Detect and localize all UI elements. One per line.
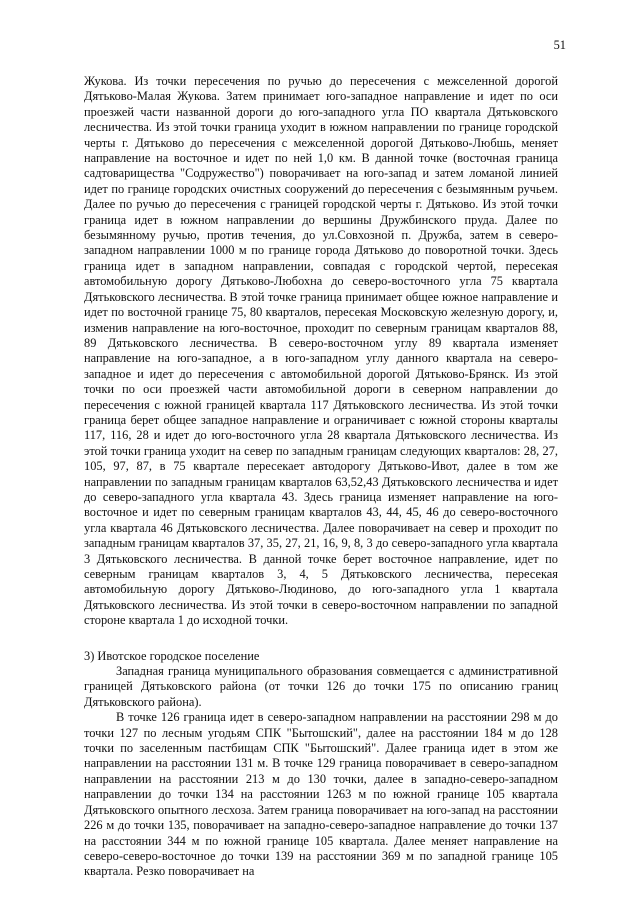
- page-number: 51: [553, 38, 566, 52]
- section-paragraph: Западная граница муниципального образования совмещается с административной границей Дятьковского района (от точки 126 до точки 175 по описанию границ Дятьковского района).: [84, 664, 558, 709]
- section-heading: 3) Ивотское городское поселение: [84, 648, 260, 663]
- body-paragraph: Жукова. Из точки пересечения по ручью до пересечения с межселенной дорогой Дятьково-Малая Жукова. Затем принимает юго-западное направление и идет по оси проезжей части названной дороги до юго-западного угла ПО квартала Дятьковского лесничества. Из этой точки граница уходит в южном направлении по границе городской черты г. Дятьково до пересечения с межселенной дорогой Дятьково-Любшь, меняет направление на восточное и идет по ней 1,0 км. В данной точке (восточная граница садтоварищества "Содружество") поворачивает на юго-запад и затем ломаной линией идет по границе городских очистных сооружений до пересечения с безымянным ручьем. Далее по ручью до пересечения с границей городской черты г. Дятьково. Из этой точки граница идет в южном направлении до вершины Дружбинского пруда. Далее по безымянному ручью, против течения, до ул.Совхозной п. Дружба, затем в северо-западном направлении 1000 м по границе города Дятьково до поворотной точки. Здесь граница идет в западном направлении, совпадая с городской чертой, пересекая автомобильную дорогу Дятьково-Любохна до северо-восточного угла 75 квартала Дятьковского лесничества. В этой точке граница принимает общее южное направление и идет по восточной границе 75, 80 кварталов, пересекая Московскую железную дорогу, и, изменив направление на юго-восточное, проходит по северным границам кварталов 88, 89 Дятьковского лесничества. В северо-восточном углу 89 квартала изменяет направление на юго-западное, а в юго-западном углу данного квартала на северо-западное и идет до пересечения с автомобильной дорогой Дятьково-Брянск. Из этой точки по оси проезжей части автомобильной дороги в северном направлении до пересечения с южной границей квартала 117 Дятьковского лесничества. Из этой точки граница берет общее западное направление и ограничивает с южной стороны кварталы 117, 116, 28 и идет до юго-восточного угла 28 квартала Дятьковского лесничества. Из этой точки граница уходит на север по западным границам следующих кварталов: 28, 27, 105, 97, 87, в 75 квартале пересекает автодорогу Дятьково-Ивот, далее в том же направлении по западным границам кварталов 63,52,43 Дятьковского лесничества и идет до северо-западного угла квартала 43. Здесь граница изменяет направление на юго-восточное и идет по северным границам кварталов 43, 44, 45, 46 до северо-восточного угла квартала 46 Дятьковского лесничества. Далее поворачивает на север и проходит по западным границам кварталов 37, 35, 27, 21, 16, 9, 8, 3 до северо-западного угла квартала 3 Дятьковского лесничества. В данной точке берет восточное направление, идет по северным границам кварталов 3, 4, 5 Дятьковского лесничества, пересекая автомобильную дорогу Дятьково-Людиново, до юго-западного угла 1 квартала Дятьковского лесничества. Из этой точки в северо-восточном направлении по западной стороне квартала 1 до исходной точки.: [84, 74, 558, 628]
- section-paragraph: В точке 126 граница идет в северо-западном направлении на расстоянии 298 м до точки 127 по лесным угодьям СПК "Бытошский", далее на расстоянии 184 м до 128 точки по заселенным пастбищам СПК "Бытошский". Далее граница идет в этом же направлении на расстоянии 131 м. В точке 129 граница поворачивает в северо-западном направлении на расстоянии 213 м до 130 точки, далее в западно-северо-западном направлении до точки 134 на расстоянии 1263 м по южной границе 105 квартала Дятьковского опытного лесхоза. Затем граница поворачивает на юго-запад на расстоянии 226 м до точки 135, поворачивает на западно-северо-западное направление до точки 137 на расстоянии 344 м по южной границе 105 квартала. Далее меняет направление на северо-северо-восточное до точки 139 на расстоянии 369 м по западной границе 105 квартала. Резко поворачивает на: [84, 710, 558, 879]
- document-body: [84, 74, 558, 880]
